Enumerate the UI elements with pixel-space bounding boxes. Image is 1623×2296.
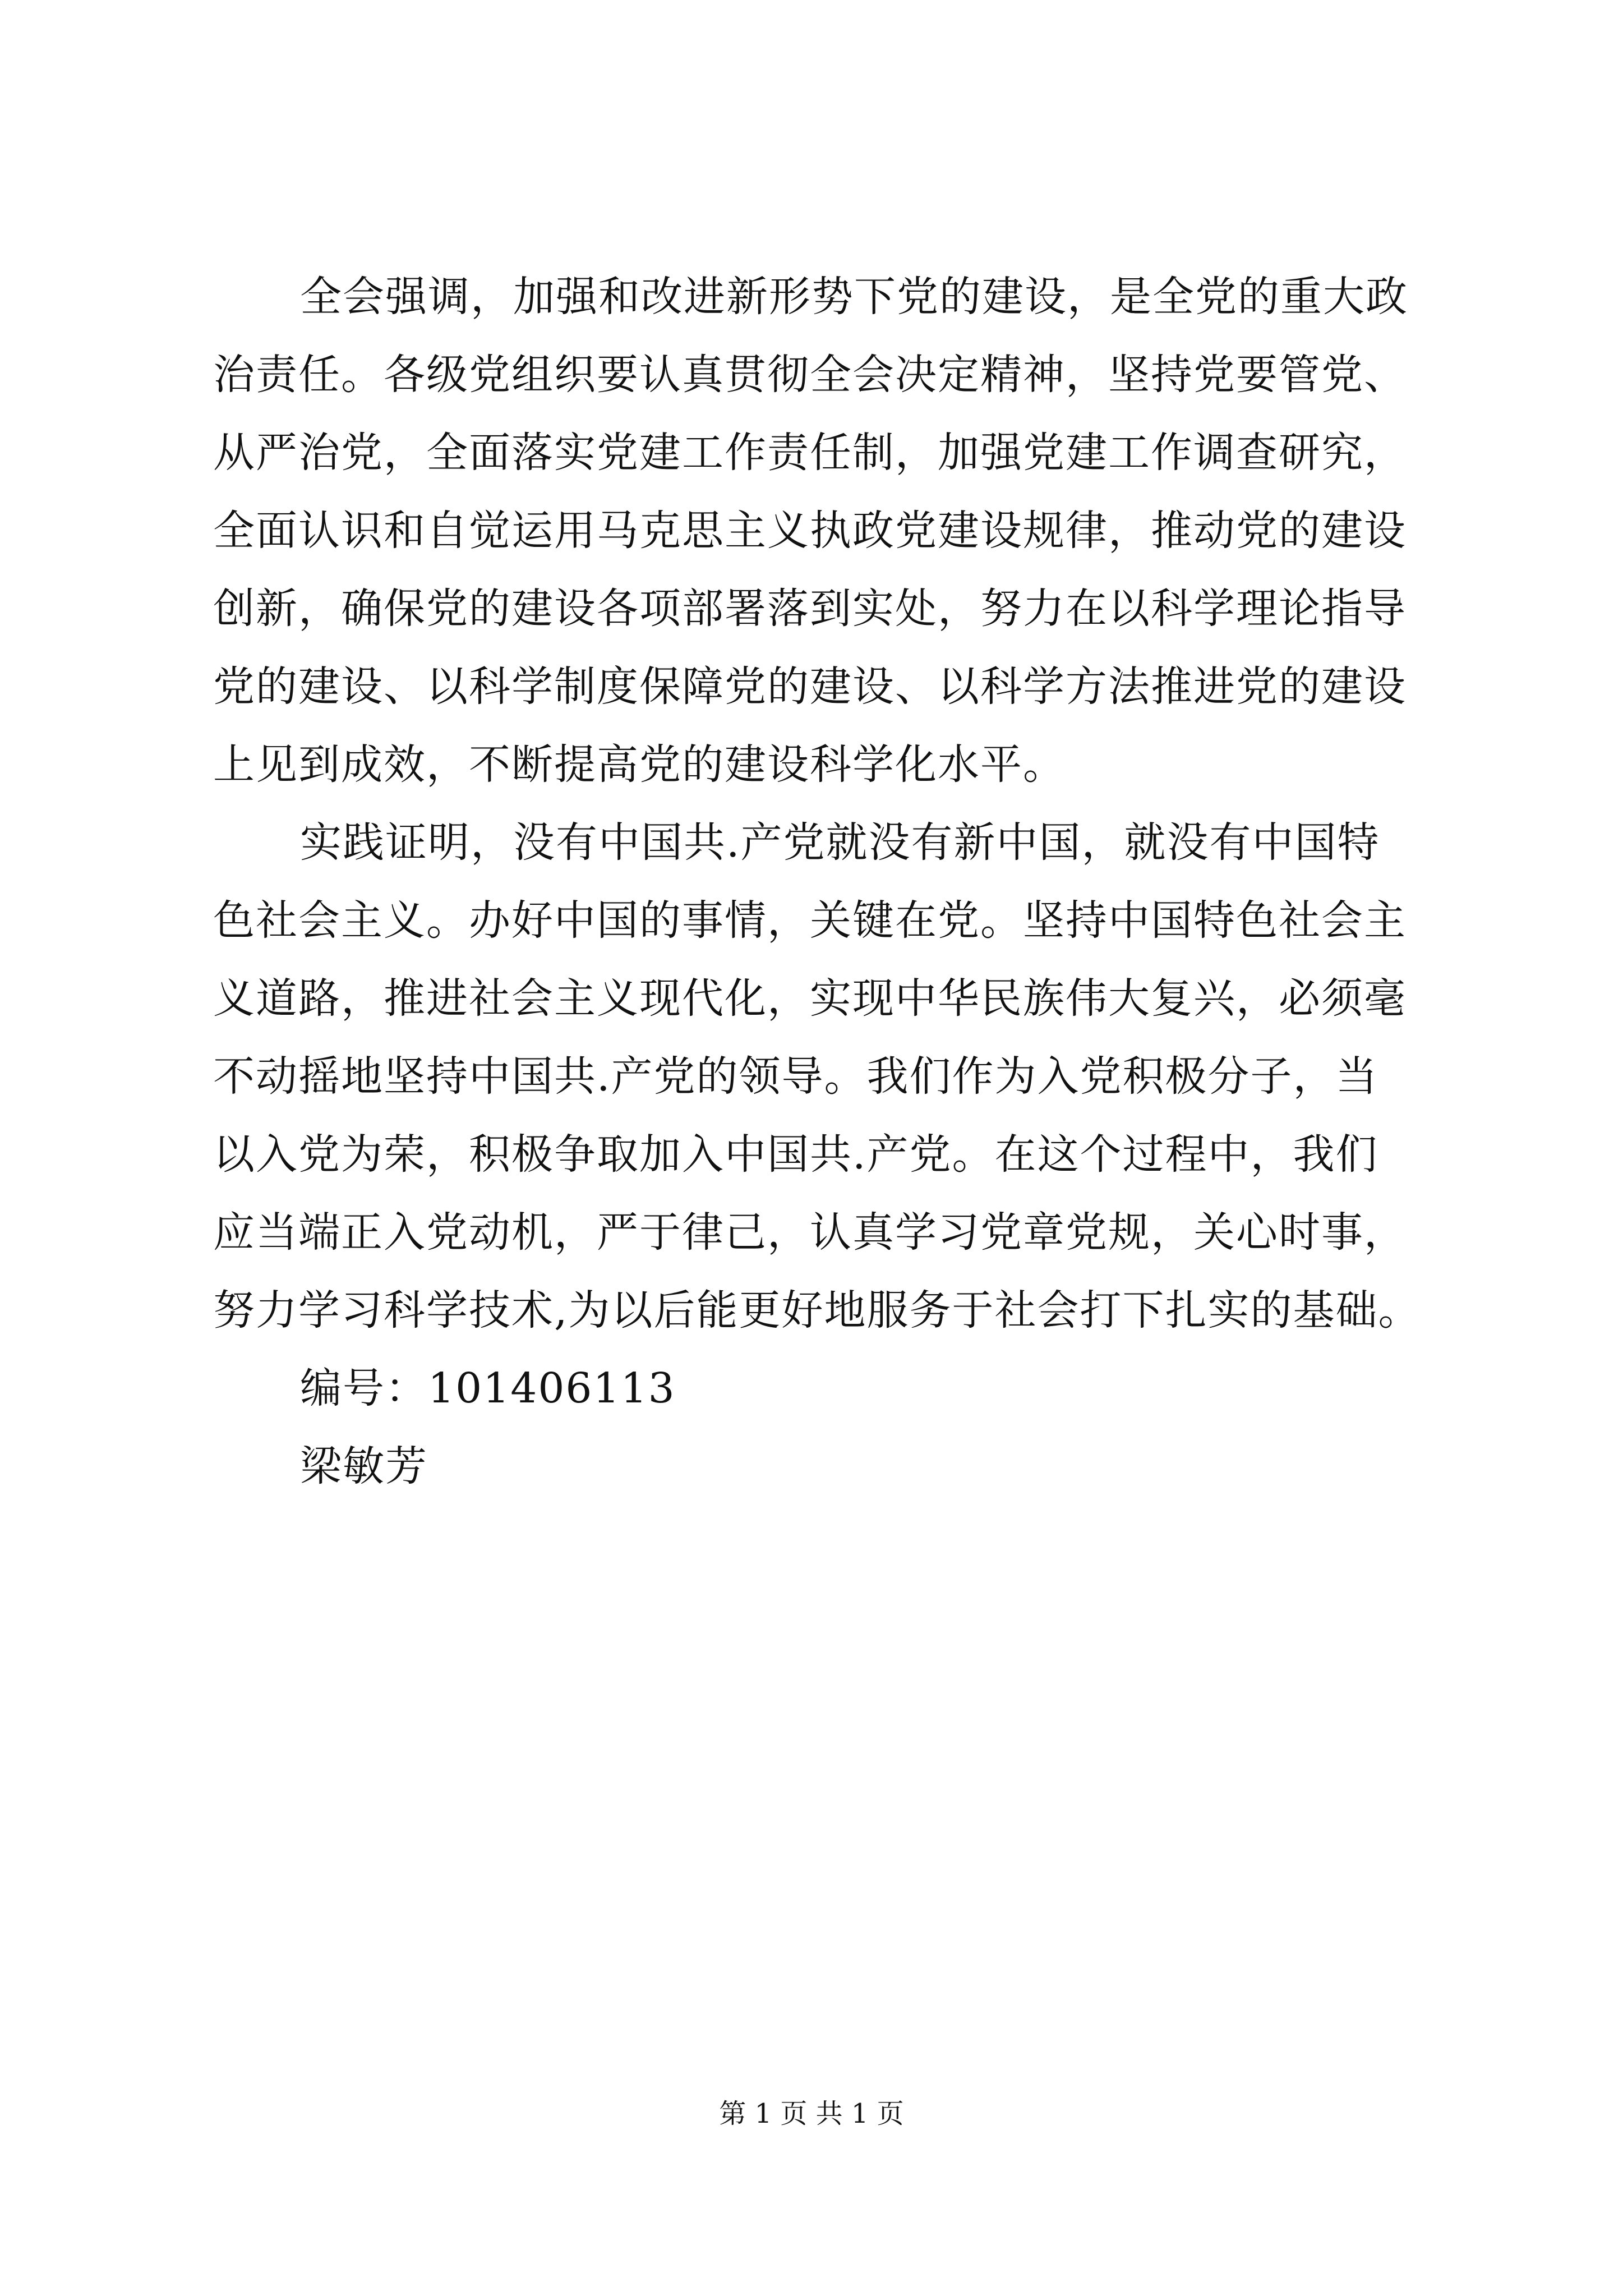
paragraph-line: 色社会主义。办好中国的事情，关键在党。坚持中国特色社会主 bbox=[213, 896, 1407, 945]
paragraph-line: 从严治党，全面落实党建工作责任制，加强党建工作调查研究， bbox=[213, 429, 1407, 477]
paragraph-line: 实践证明，没有中国共.产党就没有新中国，就没有中国特 bbox=[300, 818, 1380, 867]
paragraph-practice-proves bbox=[213, 804, 1419, 1350]
paragraph-line: 上见到成效，不断提高党的建设科学化水平。 bbox=[213, 740, 1066, 789]
paragraph-party-building bbox=[213, 258, 1419, 804]
author-name: 梁敏芳 bbox=[300, 1442, 428, 1490]
paragraph-line: 应当端正入党动机，严于律己，认真学习党章党规，关心时事， bbox=[213, 1208, 1407, 1257]
document-body bbox=[213, 258, 1419, 1506]
paragraph-line: 努力学习科学技术,为以后能更好地服务于社会打下扎实的基础。 bbox=[213, 1286, 1421, 1335]
serial-number: 编号：101406113 bbox=[300, 1364, 676, 1412]
paragraph-line: 以入党为荣，积极争取加入中国共.产党。在这个过程中，我们 bbox=[213, 1130, 1378, 1179]
page-footer: 第 1 页 共 1 页 bbox=[719, 2098, 904, 2129]
paragraph-line: 全会强调，加强和改进新形势下党的建设，是全党的重大政 bbox=[300, 273, 1408, 321]
paragraph-line: 义道路，推进社会主义现代化，实现中华民族伟大复兴，必须毫 bbox=[213, 974, 1407, 1023]
paragraph-line: 全面认识和自觉运用马克思主义执政党建设规律，推动党的建设 bbox=[213, 507, 1407, 555]
paragraph-line: 不动摇地坚持中国共.产党的领导。我们作为入党积极分子，当 bbox=[213, 1052, 1378, 1101]
paragraph-line: 创新，确保党的建设各项部署落到实处，努力在以科学理论指导 bbox=[213, 585, 1407, 633]
paragraph-line: 党的建设、以科学制度保障党的建设、以科学方法推进党的建设 bbox=[213, 662, 1407, 711]
paragraph-line: 治责任。各级党组织要认真贯彻全会决定精神，坚持党要管党、 bbox=[213, 351, 1407, 399]
